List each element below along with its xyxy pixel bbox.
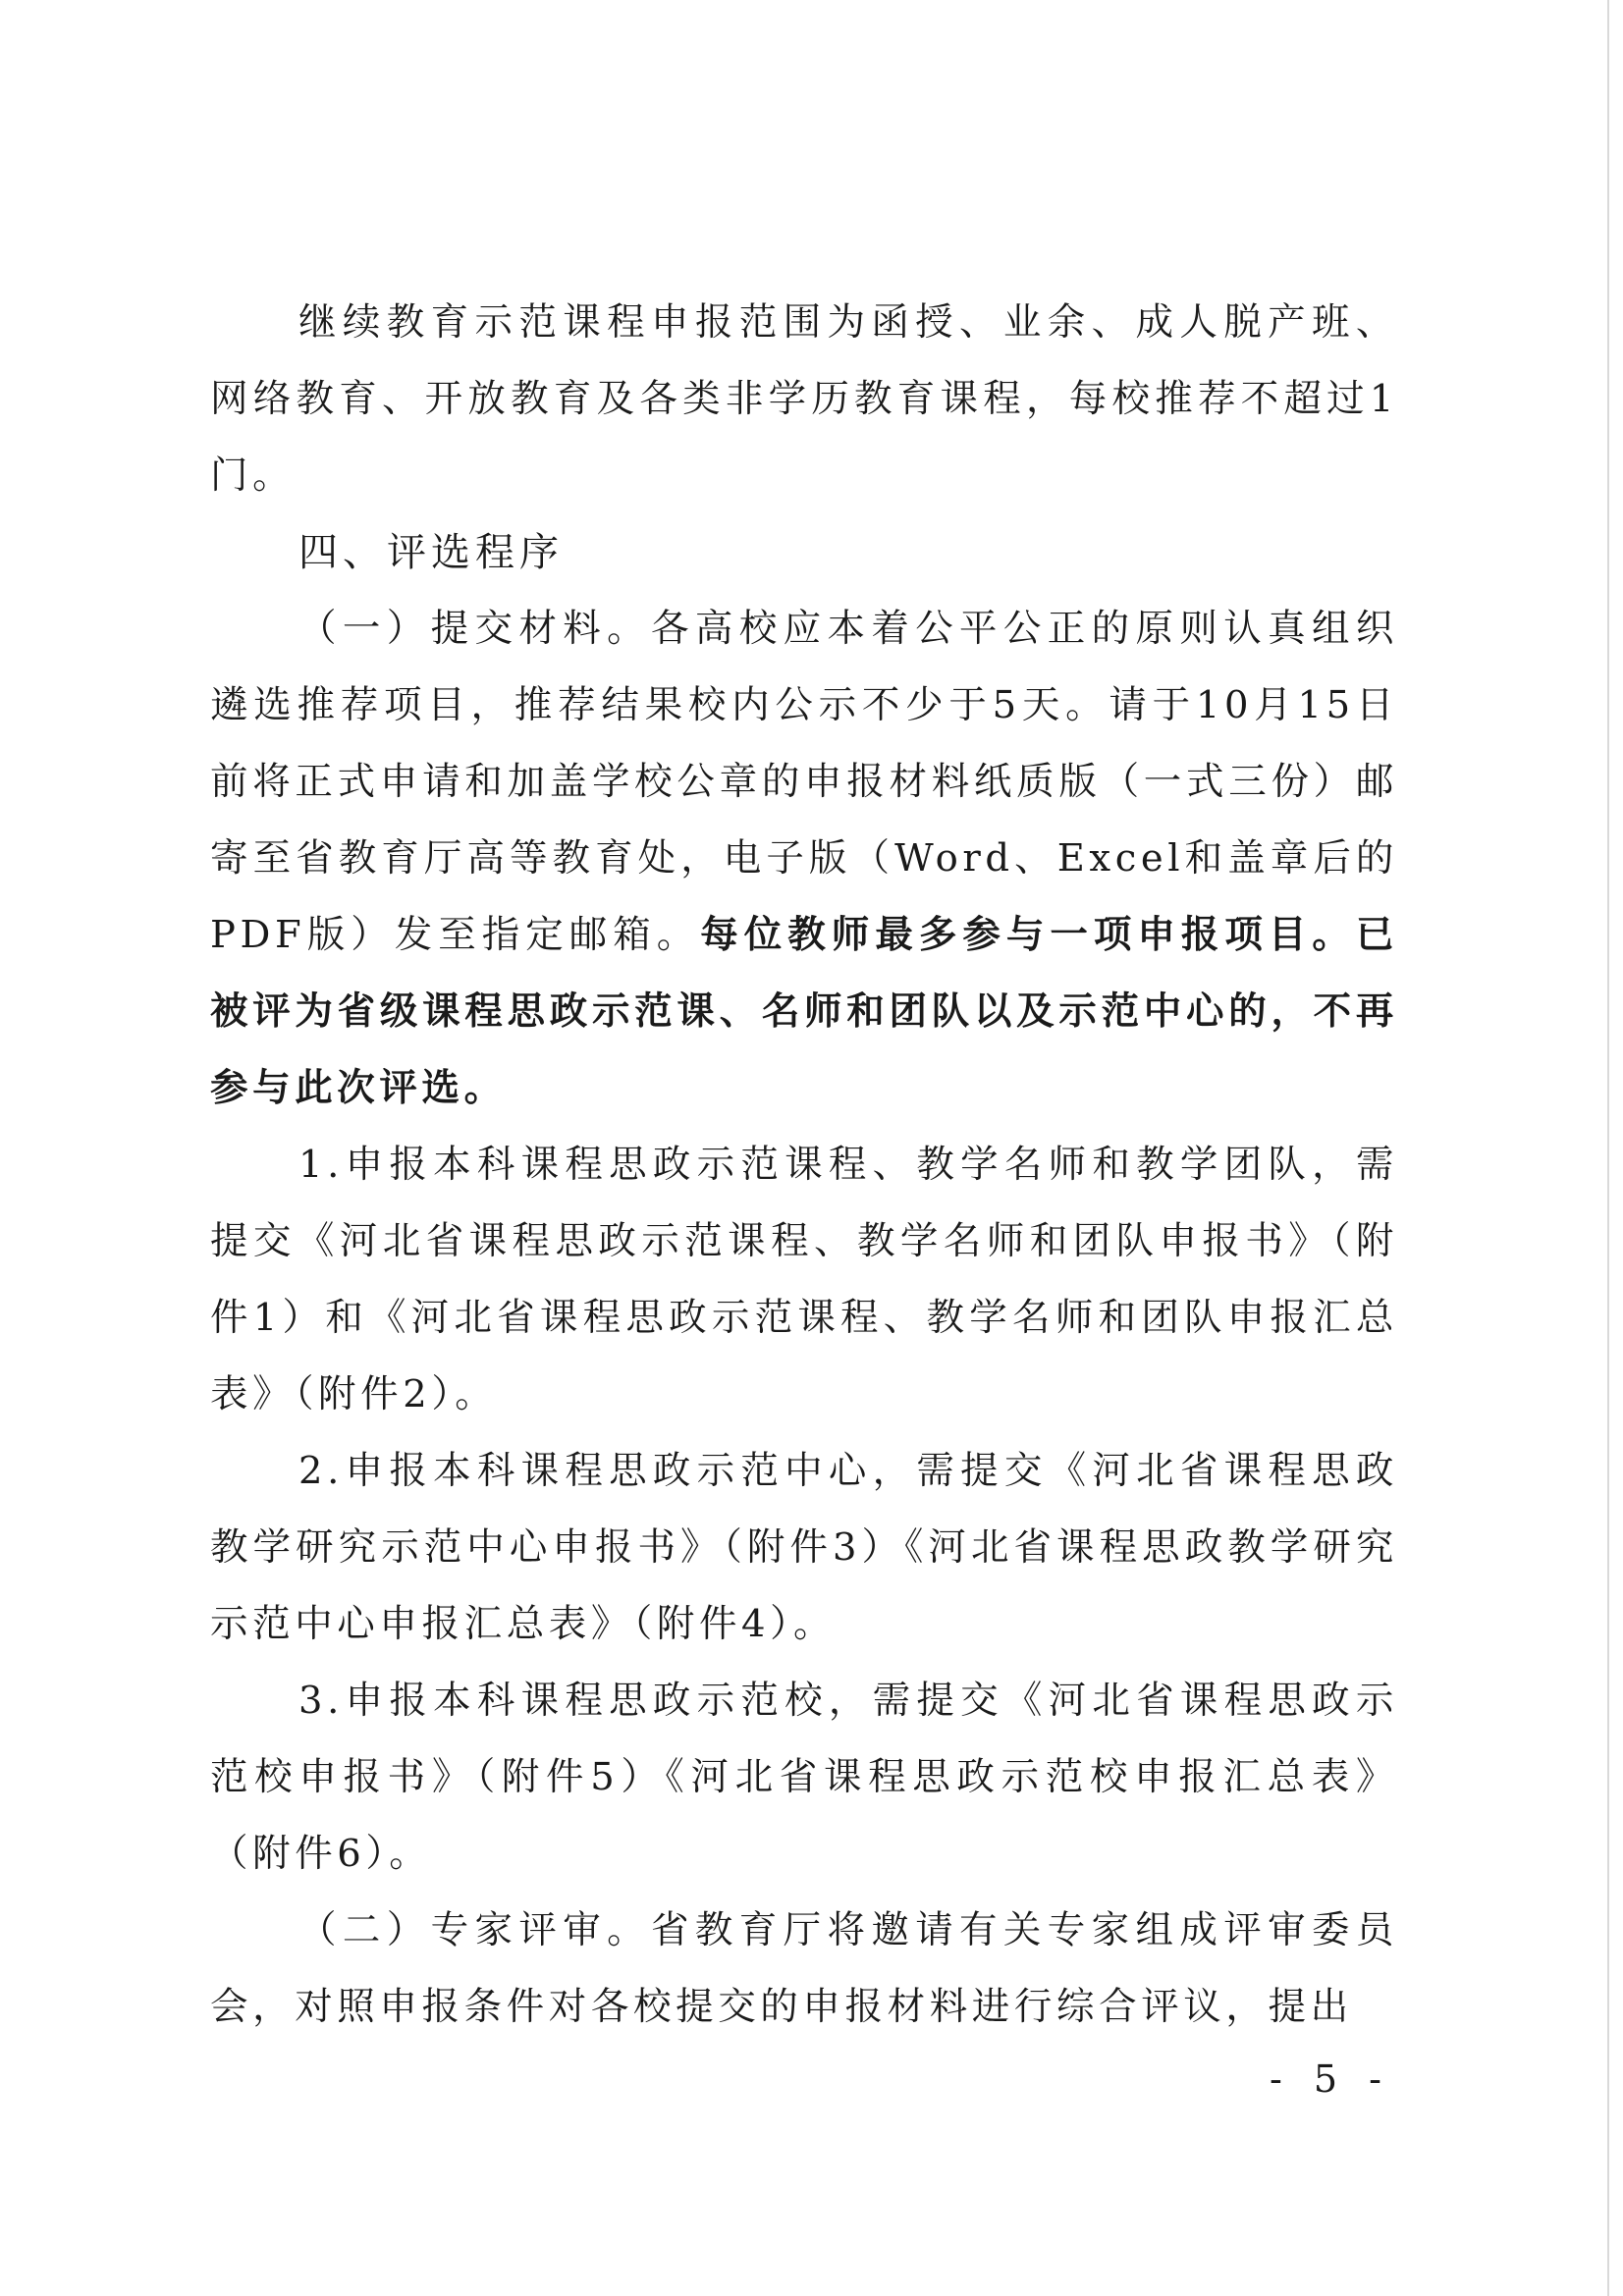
expert-review-text: 省教育厅将邀请有关专家组成评审委员会，对照申报条件对各校提交的申报材料进行综合评议，提出 [210, 1908, 1398, 2029]
expert-review-title: （二）专家评审。 [298, 1908, 651, 1952]
list-item-3: 3.申报本科课程思政示范校，需提交《河北省课程思政示范校申报书》（附件5）《河北省课程思政示范校申报汇总表》（附件6）。 [210, 1679, 1398, 1876]
document-body [210, 285, 1398, 2046]
submit-materials-paragraph [210, 591, 1398, 1127]
list-item-1: 1.申报本科课程思政示范课程、教学名师和教学团队，需提交《河北省课程思政示范课程、教学名师和团队申报书》（附件1）和《河北省课程思政示范课程、教学名师和团队申报汇总表》（附件2）。 [210, 1143, 1398, 1416]
section-heading-selection-procedure: 四、评选程序 [298, 530, 564, 575]
submit-materials-title: （一）提交材料。 [298, 607, 651, 651]
list-item-2: 2.申报本科课程思政示范中心，需提交《河北省课程思政教学研究示范中心申报书》（附件3）《河北省课程思政教学研究示范中心申报汇总表》（附件4）。 [210, 1449, 1398, 1646]
continuing-education-paragraph: 继续教育示范课程申报范围为函授、业余、成人脱产班、网络教育、开放教育及各类非学历教育课程，每校推荐不超过1门。 [210, 300, 1398, 498]
expert-review-paragraph [210, 1893, 1398, 2046]
submit-materials-bold-note: 每位教师最多参与一项申报项目。已被评为省级课程思政示范课、名师和团队以及示范中心的，不再参与此次评选。 [210, 913, 1399, 1110]
page-number: - 5 - [1269, 2057, 1391, 2101]
scan-edge-line [1607, 0, 1609, 2296]
submit-materials-text: 各高校应本着公平公正的原则认真组织遴选推荐项目，推荐结果校内公示不少于5天。请于10月15日前将正式申请和加盖学校公章的申报材料纸质版（一式三份）邮寄至省教育厅高等教育处，电子版（Word、Excel和盖章后的PDF版）发至指定邮箱。 [210, 607, 1398, 957]
